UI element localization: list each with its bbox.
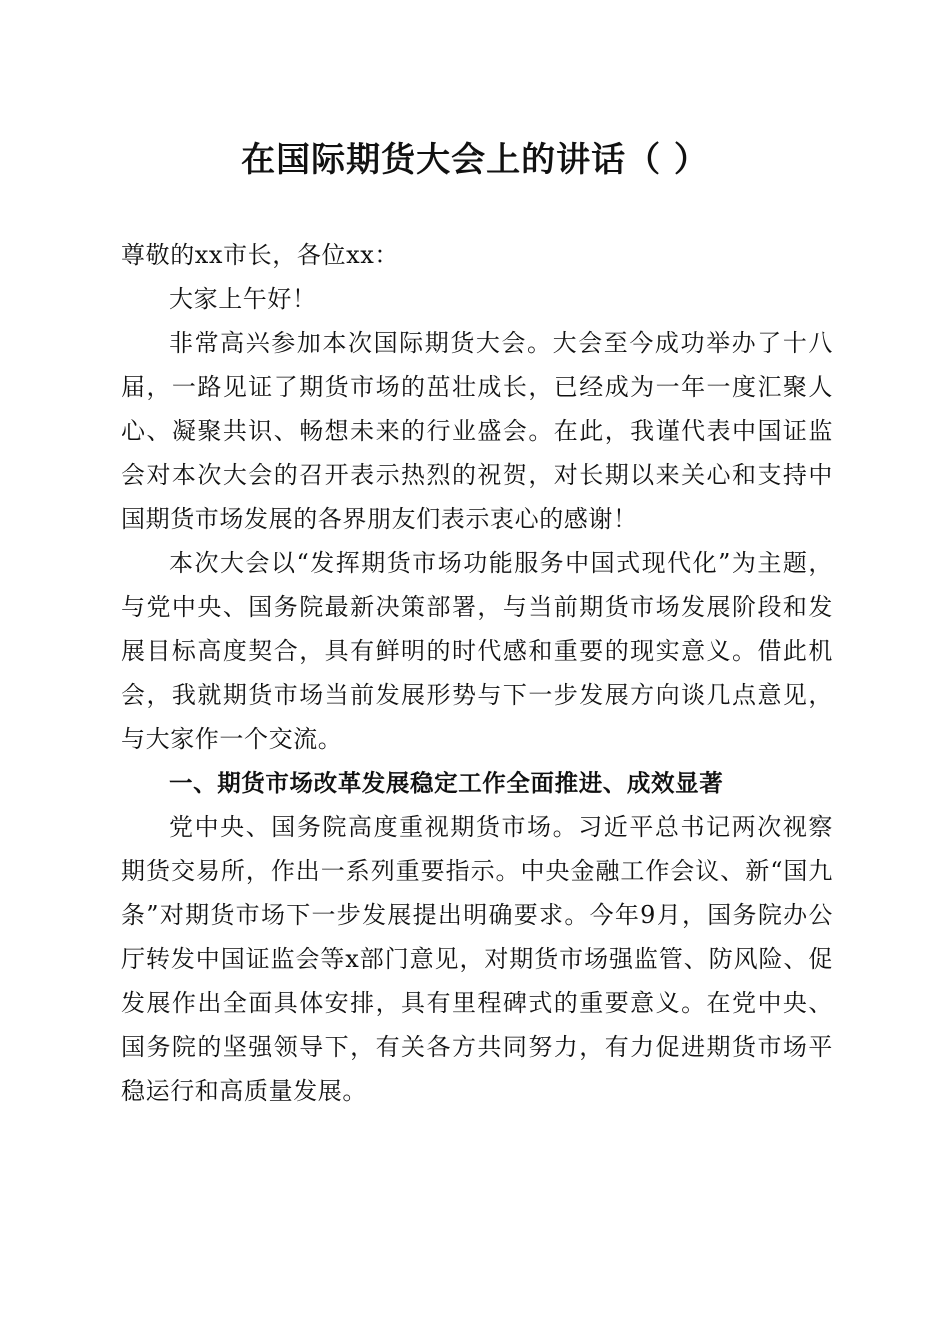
salutation: 尊敬的xx市长，各位xx： — [121, 241, 399, 269]
section-paragraph: 党中央、国务院高度重视期货市场。习近平总书记两次视察期货交易所，作出一系列重要指示。中央金融工作会议、新“国九条”对期货市场下一步发展提出明确要求。今年9月，国务院办公厅转发中国证监会等x部门意见，对期货市场强监管、防风险、促发展作出全面具体安排，具有里程碑式的重要意义。在党中央、国务院的坚强领导下，有关各方共同努力，有力促进期货市场平稳运行和高质量发展。 — [121, 813, 833, 1105]
paragraph-theme: 本次大会以“发挥期货市场功能服务中国式现代化”为主题，与党中央、国务院最新决策部署，与当前期货市场发展阶段和发展目标高度契合，具有鲜明的时代感和重要的现实意义。借此机会，我就期货市场当前发展形势与下一步发展方向谈几点意见，与大家作一个交流。 — [121, 549, 833, 753]
greeting: 大家上午好！ — [169, 285, 317, 313]
paragraph-opening: 非常高兴参加本次国际期货大会。大会至今成功举办了十八届，一路见证了期货市场的茁壮成长，已经成为一年一度汇聚人心、凝聚共识、畅想未来的行业盛会。在此，我谨代表中国证监会对本次大会的召开表示热烈的祝贺，对长期以来关心和支持中国期货市场发展的各界朋友们表示衷心的感谢！ — [121, 329, 833, 533]
section-heading: 一、期货市场改革发展稳定工作全面推进、成效显著 — [169, 769, 724, 797]
document-title: 在国际期货大会上的讲话（ ） — [241, 140, 709, 180]
document-body — [121, 233, 833, 1113]
